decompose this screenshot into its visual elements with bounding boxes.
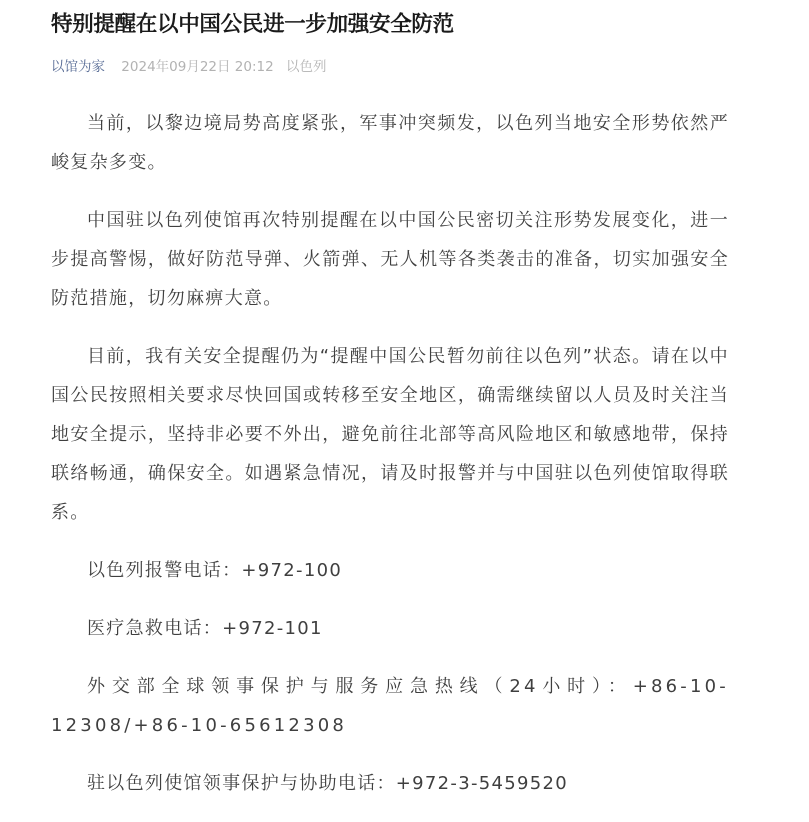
paragraph-reminder: 中国驻以色列使馆再次特别提醒在以中国公民密切关注形势发展变化，进一步提高警惕，做好防范导弹、火箭弹、无人机等各类袭击的准备，切实加强安全防范措施，切勿麻痹大意。 — [51, 210, 729, 309]
article-body — [51, 104, 729, 822]
paragraph-advisory: 目前，我有关安全提醒仍为“提醒中国公民暂勿前往以色列”状态。请在以中国公民按照相关要求尽快回国或转移至安全地区，确需继续留以人员及时关注当地安全提示，坚持非必要不外出，避免前往北部等高风险地区和敏感地带，保持联络畅通，确保安全。如遇紧急情况，请及时报警并与中国驻以色列使馆取得联系。 — [51, 346, 729, 523]
publish-location: 以色列 — [286, 59, 327, 75]
contact-police: 以色列报警电话：+972-100 — [87, 560, 343, 581]
account-name-link[interactable]: 以馆为家 — [51, 59, 105, 75]
contact-embassy: 驻以色列使馆领事保护与协助电话：+972-3-5459520 — [87, 773, 569, 794]
contact-mfa-hotline: 外交部全球领事保护与服务应急热线（24小时）：+86-10-12308/+86-10-65612308 — [51, 676, 729, 736]
publish-datetime: 2024年09月22日 20:12 — [121, 59, 274, 75]
paragraph-situation: 当前，以黎边境局势高度紧张，军事冲突频发，以色列当地安全形势依然严峻复杂多变。 — [51, 113, 729, 173]
contact-medical: 医疗急救电话：+972-101 — [87, 618, 323, 639]
article — [51, 0, 741, 794]
article-title: 特别提醒在以中国公民进一步加强安全防范 — [51, 12, 454, 37]
article-meta — [51, 56, 741, 78]
